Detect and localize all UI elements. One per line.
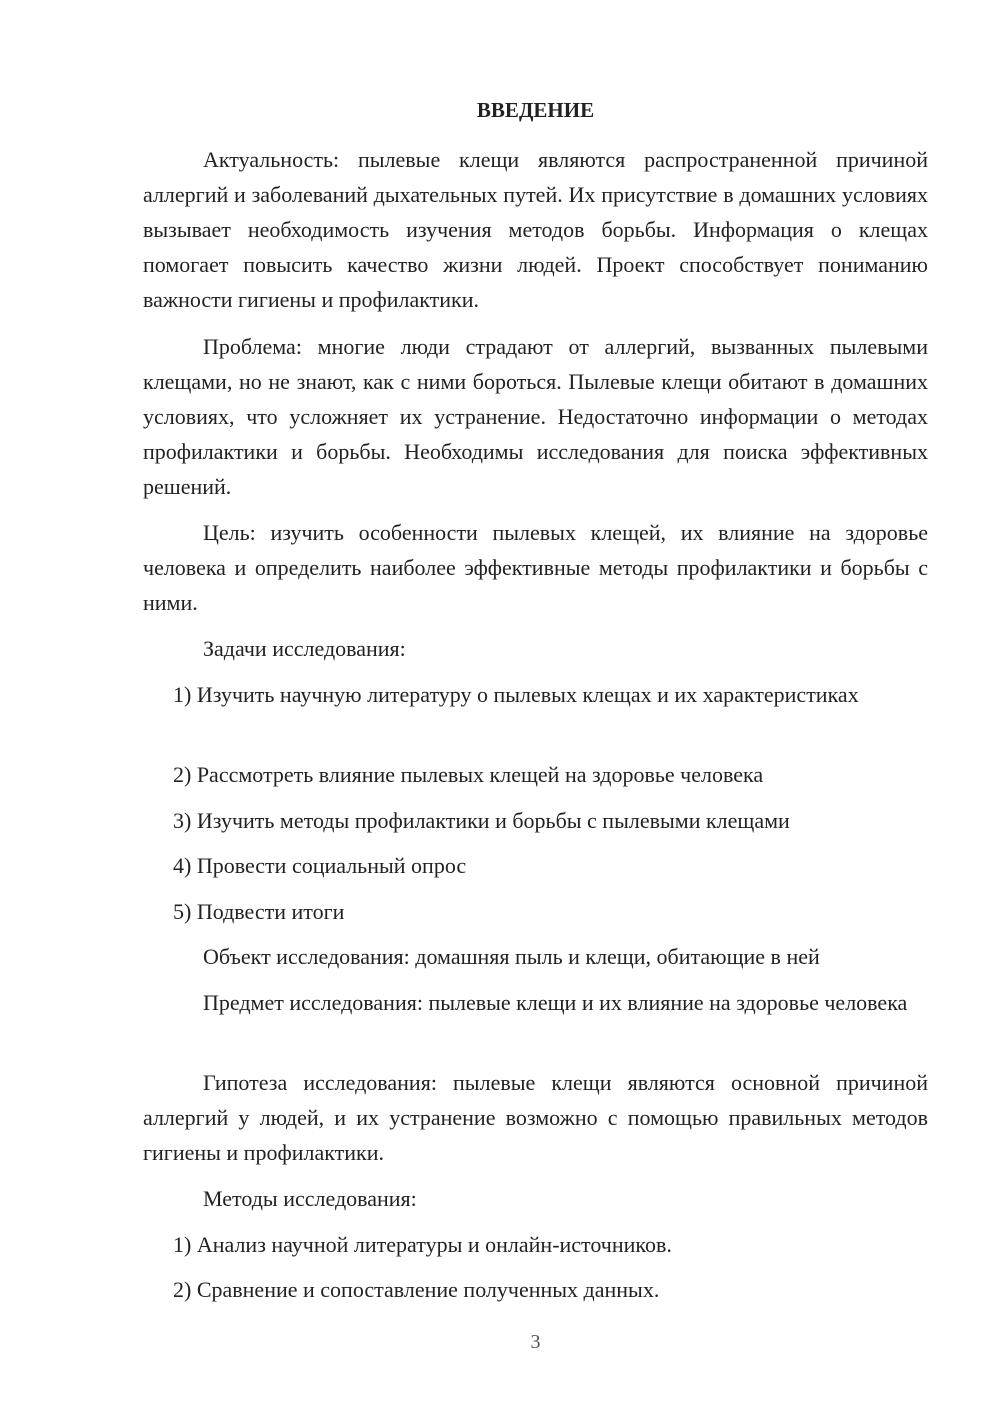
page-title: ВВЕДЕНИЕ — [476, 98, 595, 122]
task-item: 3) Изучить методы профилактики и борьбы с пылевыми клещами — [173, 808, 790, 833]
method-item: 1) Анализ научной литературы и онлайн-источников. — [173, 1232, 672, 1257]
task-item: 5) Подвести итоги — [173, 899, 345, 924]
page-number: 3 — [530, 1331, 541, 1353]
tasks-heading: Задачи исследования: — [203, 636, 406, 661]
goal-paragraph: Цель: изучить особенности пылевых клещей, их влияние на здоровье человека и определить наиболее эффективные методы профилактики и борьбы с ними. — [143, 520, 928, 615]
task-item: 4) Провести социальный опрос — [173, 853, 467, 878]
method-item: 2) Сравнение и сопоставление полученных данных. — [173, 1277, 660, 1302]
subject-paragraph: Предмет исследования: пылевые клещи и их влияние на здоровье человека — [203, 990, 908, 1015]
task-item: 2) Рассмотреть влияние пылевых клещей на здоровье человека — [173, 762, 764, 787]
hypothesis-paragraph: Гипотеза исследования: пылевые клещи являются основной причиной аллергий у людей, и их устранение возможно с помощью правильных методов гигиены и профилактики. — [143, 1070, 928, 1165]
document-page — [143, 0, 928, 1414]
problem-paragraph: Проблема: многие люди страдают от аллергий, вызванных пылевыми клещами, но не знают, как с ними бороться. Пылевые клещи обитают в домашних условиях, что усложняет их устранение. Недостаточно информации о методах профилактики и борьбы. Необходимы исследования для поиска эффективных решений. — [143, 334, 928, 499]
relevance-paragraph: Актуальность: пылевые клещи являются распространенной причиной аллергий и заболеваний дыхательных путей. Их присутствие в домашних условиях вызывает необходимость изучения методов борьбы. Информация о клещах помогает повысить качество жизни людей. Проект способствует пониманию важности гигиены и профилактики. — [143, 147, 928, 312]
methods-heading: Методы исследования: — [203, 1186, 417, 1211]
object-paragraph: Объект исследования: домашняя пыль и клещи, обитающие в ней — [203, 944, 820, 969]
task-item: 1) Изучить научную литературу о пылевых клещах и их характеристиках — [173, 682, 859, 707]
